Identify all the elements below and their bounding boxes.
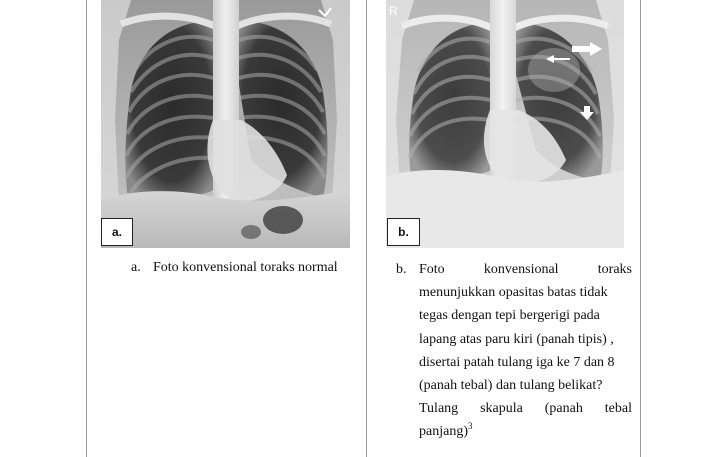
caption-b-line-7 xyxy=(419,397,632,420)
caption-a-text: Foto konvensional toraks normal xyxy=(153,260,338,275)
caption-word: skapula xyxy=(480,401,523,417)
reference-superscript: 3 xyxy=(467,421,473,432)
caption-word: (panah xyxy=(544,401,583,417)
panel-label-b: b. xyxy=(387,218,420,246)
caption-word: toraks xyxy=(597,262,632,277)
panel-label-a: a. xyxy=(101,218,133,246)
caption-a-letter: a. xyxy=(131,260,141,275)
caption-b-letter: b. xyxy=(396,262,407,277)
caption-word: Foto xyxy=(419,262,445,277)
caption-b-line-1 xyxy=(419,258,632,281)
xray-normal-drawing xyxy=(101,0,350,248)
caption-word: konvensional xyxy=(483,262,559,277)
caption-b-text xyxy=(419,258,632,444)
caption-b-line-2: menunjukkan opasitas batas tidak xyxy=(419,285,608,301)
xray-image-normal xyxy=(101,0,350,248)
caption-word: tebal xyxy=(604,401,632,417)
caption-b-line-5: disertai patah tulang iga ke 7 dan 8 xyxy=(419,354,615,370)
xray-image-abnormal xyxy=(386,0,624,248)
xray-corner-mark-r: R xyxy=(389,4,398,18)
table-cell-divider xyxy=(366,0,367,457)
xray-abnormal-drawing xyxy=(386,0,624,248)
caption-word: Tulang xyxy=(419,401,459,417)
caption-b-line-3: tegas dengan tepi bergerigi pada xyxy=(419,308,600,324)
caption-a xyxy=(131,258,338,278)
caption-b-line-4: lapang atas paru kiri (panah tipis) , xyxy=(419,331,614,347)
caption-b-line-6: (panah tebal) dan tulang belikat? xyxy=(419,377,603,393)
caption-word: panjang) xyxy=(419,424,468,440)
caption-b-line-8 xyxy=(419,420,632,443)
